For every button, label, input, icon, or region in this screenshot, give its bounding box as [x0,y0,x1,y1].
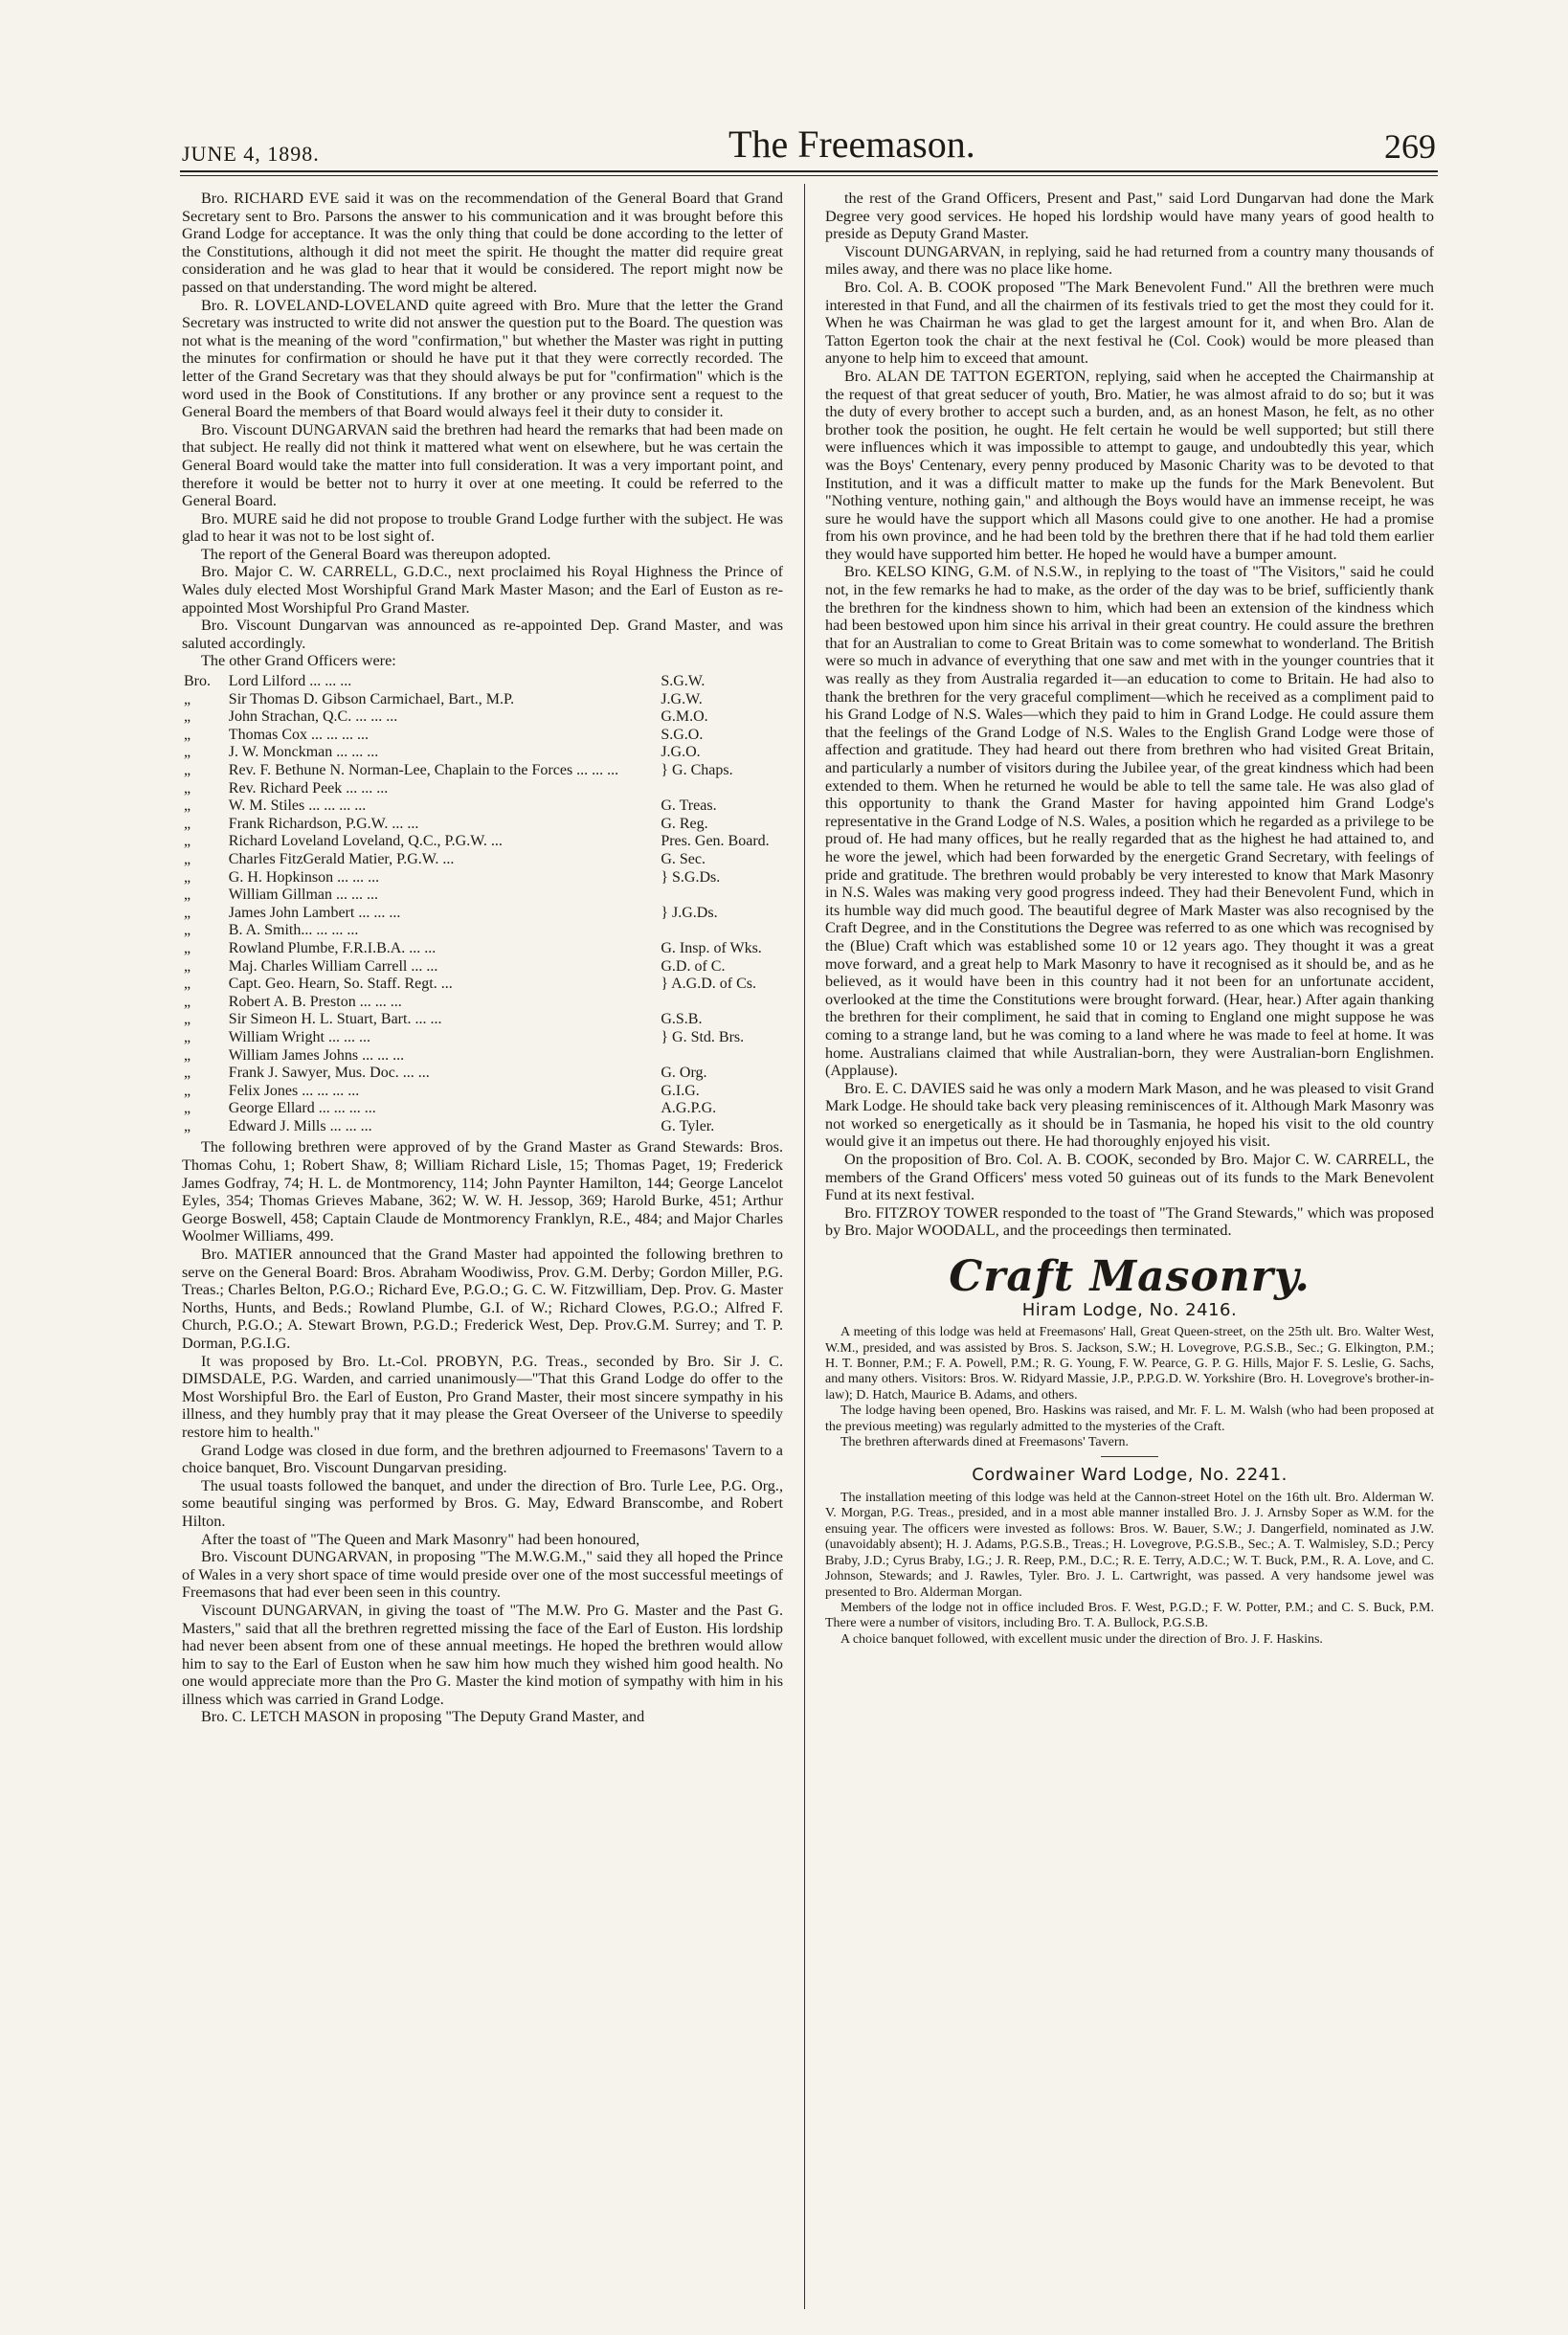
officer-prefix: Bro. [184,673,211,690]
officer-office: J.G.W. [661,690,703,707]
officer-name: Rowland Plumbe, F.R.I.B.A. ... ... [228,939,437,956]
officer-office: S.G.O. [661,726,704,743]
officer-prefix: „ [184,779,191,797]
officer-prefix: „ [184,708,191,726]
paragraph: Bro. Viscount DUNGARVAN said the brethren had heard the remarks that had been made on that subject. He really did not think it mattered what went on elsewhere, but he was certain the General Board would take the matter into full consideration. It was a very important point, and therefore it would be better not to hurry it over at one meeting. It could be referred to the General Board. [182,420,783,510]
lodge-report-cordwainer-ward [825,1491,1434,1648]
paragraph: Members of the lodge not in office included Bros. F. West, P.G.D.; F. W. Potter, P.M.; and C. S. Buck, P.M. There were a number of visitors, including Bro. T. A. Bullock, P.G.S.B. [825,1600,1434,1631]
officer-office [655,780,783,798]
officer-office [655,887,783,905]
paragraph: A choice banquet followed, with excellent music under the direction of Bro. J. F. Haskins. [840,1631,1323,1647]
officer-name: John Strachan, Q.C. ... ... ... [228,708,398,726]
officer-row [182,744,783,762]
paragraph: The usual toasts followed the banquet, and under the direction of Bro. Turle Lee, P.G. Org., some beautiful singing was performed by Bros. G. May, Edward Branscombe, and Robert Hilton. [182,1476,783,1530]
officer-prefix: „ [184,1046,191,1064]
officer-prefix: „ [184,1117,191,1134]
paragraph: After the toast of "The Queen and Mark Masonry" had been honoured, [201,1530,640,1548]
officer-name: Sir Thomas D. Gibson Carmichael, Bart., M.P. [228,690,515,707]
grand-officers-list [182,673,783,1135]
paragraph: Bro. Viscount Dungarvan was announced as re-appointed Dep. Grand Master, and was saluted accordingly. [182,617,783,652]
officer-office: G.S.B. [661,1011,703,1028]
officer-row [182,708,783,727]
officer-name: William Wright ... ... ... [228,1028,370,1045]
lodge-heading-hiram: Hiram Lodge, No. 2416. [1021,1299,1238,1320]
paragraph: Bro. FITZROY TOWER responded to the toast of "The Grand Stewards," which was proposed by Bro. Major WOODALL, and the proceedings then terminated. [825,1203,1434,1240]
officer-prefix: „ [184,976,191,993]
officer-row [182,1065,783,1083]
separator-rule [1101,1456,1158,1457]
officer-row [182,1047,783,1066]
officer-name: William James Johns ... ... ... [228,1046,405,1064]
officer-prefix: „ [184,744,191,761]
paragraph: the rest of the Grand Officers, Present and Past," said Lord Dungarvan had done the Mark Degree very good services. He hoped his lordship would have many years of good health to preside as Deputy Grand Master. [825,190,1434,243]
officer-office: G. Insp. of Wks. [661,939,762,956]
officer-prefix: „ [184,1011,191,1028]
officer-name: Sir Simeon H. L. Stuart, Bart. ... ... [228,1011,442,1028]
paragraph: Bro. ALAN DE TATTON EGERTON, replying, said when he accepted the Chairmanship at the request of that great seducer of youth, Bro. Matier, he was almost afraid to do so; but it was the duty of every brother to accept such a burden, and, as an honest Mason, he felt, as no other brother took the position, he ought. He felt certain he would be well supported; but still there were influences which it was impossible to attempt to gauge, and undoubtedly this year, which was the Boys' Centenary, every penny produced by Masonic Charity was to be devoted to that Institution, and it was a difficult matter to make up the funds for the Mark Benevolent. But "Nothing venture, nothing gain," and although the Boys would have an immense receipt, he was sure he would have the support which all Masons could give to one another. He had a promise from his own province, and he had been told by the brethren there that if he had told them earlier they would have supported him better. He hoped he would have a bumper amount. [825,367,1434,563]
officer-row [182,905,783,923]
officer-office: G. Tyler. [661,1117,715,1134]
paragraph: The other Grand Officers were: [201,652,396,670]
officer-office: } S.G.Ds. [661,868,721,886]
officer-prefix: „ [184,833,191,850]
paragraph: Viscount DUNGARVAN, in giving the toast of "The M.W. Pro G. Master and the Past G. Masters," said that all the brethren regretted missing the face of the Earl of Euston. His lordship had never been absent from one of these annual meetings. He hoped the brethren would allow him to say to the Earl of Euston when he saw him how much they wished him good health. No one would appreciate more than the Pro G. Master the kind motion of sympathy with him in his illness which was carried in Grand Lodge. [182,1601,783,1708]
officer-row [182,727,783,745]
paragraph: Bro. Major C. W. CARRELL, G.D.C., next proclaimed his Royal Highness the Prince of Wales duly elected Most Worshipful Grand Mark Master Mason; and the Earl of Euston as re-appointed Most Worshipful Pro Grand Master. [182,563,783,617]
officer-office: A.G.P.G. [661,1100,717,1117]
officer-name: Lord Lilford ... ... ... [228,673,352,690]
officer-prefix: „ [184,690,191,707]
paragraph: The report of the General Board was thereupon adopted. [201,545,551,563]
lodge-report-hiram [825,1325,1434,1450]
officer-prefix: „ [184,868,191,886]
paragraph: On the proposition of Bro. Col. A. B. COOK, seconded by Bro. Major C. W. CARRELL, the members of the Grand Officers' mess voted 50 guineas out of its funds to the Mark Benevolent Fund at its next festival. [825,1151,1434,1204]
paragraph: The following brethren were approved of by the Grand Master as Grand Stewards: Bros. Thomas Cohu, 1; Robert Shaw, 8; William Richard Lisle, 15; Thomas Paget, 19; Frederick James Godfray, 74; H. L. de Montmorency, 114; John Paynter Hamilton, 144; George Lancelot Eyles, 354; Thomas Grieves Mabane, 362; W. W. H. Jessop, 369; Harold Burke, 451; Arthur George Boswell, 458; Captain Claude de Montmorency Franklyn, R.E., 484; and Major Charles Woolmer Williams, 499. [182,1138,783,1246]
paragraph: Bro. KELSO KING, G.M. of N.S.W., in replying to the toast of "The Visitors," said he could not, in the few remarks he had to make, as the order of the day was to be brief, sufficiently thank the brethren for the kindness shown to him, which had been an extension of the kindness which had been bestowed upon him since his arrival in their great country. He could assure the brethren that for an Australian to come to Great Britain was to come somewhat to wonderland. The British were so much in advance of everything that one saw and met with in the younger countries that it was really as they from Australia regarded it—an education to come to Britain. He had also to thank the brethren for the very graceful compliment—which he received as a compliment paid to his Grand Lodge of N.S. Wales—which they paid to him in Grand Lodge. He could assure them that the feelings of the Grand Lodge of N.S. Wales to the English Grand Lodge were those of affection and gratitude. They had heard out there from brethren who had visited Great Britain, and particularly a number of visitors during the Jubilee year, of the great kindness which had been extended to them. When he returned he would be able to tell the same tale. He was also glad of this opportunity to thank the Grand Master for having appointed him Grand Lodge's representative in the Grand Lodge of N.S. Wales, a position which he regarded as a privilege to be proud of. He had many offices, but he really regarded that as the highest he had attained to, and he wore the jewel, which had been forwarded by the energetic Grand Secretary, with feelings of pride and gratitude. The brethren would probably be very interested to know that Mark Masonry in N.S. Wales was making very good progress indeed. They had their Benevolent Fund, which in its humble way did much good. The beautiful degree of Mark Master was also recognised by the Craft Degree, and in the Constitutions the Degree was referred to as one which was recognised by the (Blue) Craft which was established some 10 or 12 years ago. They thought it was a great move forward, and a great help to Mark Masonry to have it recognised as it should be, and as he believed, as it would have been in this country had it not been for an unfortunate accident, overlooked at the time the Constitutions were brought forward. (Hear, hear.) After again thanking the brethren for their compliment, he said that in coming to England one might suppose he was coming to a strange land, but he was coming to a land where he was made to feel at home. It was home. Australians claimed that while Australian-born, they were Australian-born Englishmen. (Applause). [825,563,1434,1080]
section-heading-craft-masonry: Craft Masonry. [949,1252,1310,1302]
officer-name: Felix Jones ... ... ... ... [228,1082,360,1099]
officer-office: } A.G.D. of Cs. [661,976,757,993]
officer-row [182,833,783,851]
paragraph: Bro. C. LETCH MASON in proposing "The Deputy Grand Master, and [201,1708,645,1726]
officer-prefix: „ [184,922,191,939]
officer-office: J.G.O. [661,744,701,761]
masthead-rule-thin [180,175,1438,176]
officer-prefix: „ [184,887,191,904]
officer-name: Maj. Charles William Carrell ... ... [228,957,438,975]
left-column [182,190,783,2310]
officer-name: Edward J. Mills ... ... ... [228,1117,372,1134]
officer-prefix: „ [184,904,191,921]
officer-row [182,1029,783,1047]
paragraph: Bro. Viscount DUNGARVAN, in proposing "The M.W.G.M.," said they all hoped the Prince of Wales in a very short space of time would preside over one of the most successful meetings of Freemasons that had ever been seen in this country. [182,1548,783,1602]
officer-office: G. Treas. [661,797,717,815]
officer-prefix: „ [184,1028,191,1045]
officer-row [182,994,783,1012]
column-divider [804,184,805,2309]
paragraph: Bro. MATIER announced that the Grand Master had appointed the following brethren to serve on the General Board: Bros. Abraham Woodiwiss, Prov. G.M. Derby; Gordon Miller, P.G. Treas.; Charles Belton, P.G.O.; Richard Eve, P.G.O.; G. C. W. Fitzwilliam, Dep. Prov. G. Master Norths, Hunts, and Beds.; Rowland Plumbe, G.I. of W.; Richard Clowes, P.G.O.; Alfred F. Church, P.G.O.; A. Stewart Brown, P.G.D.; Frederick West, Dep. Prov.G.M. Surrey; and T. P. Dorman, P.G.I.G. [182,1246,783,1352]
officer-office [655,994,783,1012]
officer-office: } J.G.Ds. [661,904,718,921]
officer-name: J. W. Monckman ... ... ... [228,744,379,761]
officer-office: G.M.O. [661,708,708,726]
officer-row [182,797,783,816]
officer-office: G. Reg. [661,815,708,832]
officer-office: G.I.G. [661,1082,700,1099]
officer-prefix: „ [184,1100,191,1117]
publication-title: The Freemason. [728,123,975,166]
officer-row [182,1011,783,1029]
officer-row [182,1118,783,1136]
officer-row [182,851,783,869]
officer-name: Robert A. B. Preston ... ... ... [228,993,402,1010]
page-number: 269 [1383,127,1436,166]
officer-row [182,1083,783,1101]
paragraph: A meeting of this lodge was held at Freemasons' Hall, Great Queen-street, on the 25th ult. Bro. Walter West, W.M., presided, and was assisted by Bros. S. Jackson, S.W.; H. Lovegrove, P.G.S.B., Sec.; G. Elkington, P.M.; H. T. Bonner, P.M.; F. A. Powell, P.M.; R. G. Young, F. W. Pearce, G. P. G. Hills, Major F. S. Leslie, G. Sachs, and many others. Visitors: Bros. W. Ridyard Massie, J.P., P.P.G.D. W. Yorkshire (Bro. H. Lovegrove's brother-in-law); D. Hatch, Maurice B. Adams, and others. [825,1325,1434,1403]
officer-prefix: „ [184,850,191,867]
officer-prefix: „ [184,1082,191,1099]
right-column [825,190,1434,2310]
lodge-heading-cordwainer-ward: Cordwainer Ward Lodge, No. 2241. [972,1465,1288,1486]
officer-name: Capt. Geo. Hearn, So. Staff. Regt. ... [228,976,453,993]
officer-name: Frank J. Sawyer, Mus. Doc. ... ... [228,1065,430,1082]
officer-office: G.D. of C. [661,957,726,975]
officer-name: Rev. Richard Peek ... ... ... [228,779,389,797]
officer-row [182,958,783,977]
officer-prefix: „ [184,762,191,778]
officer-name: Rev. F. Bethune N. Norman-Lee, Chaplain to the Forces ... ... ... [228,762,619,778]
officer-name: Frank Richardson, P.G.W. ... ... [228,815,419,832]
officer-row [182,673,783,691]
officer-office [655,1047,783,1066]
masthead [182,115,1436,167]
paragraph: Bro. MURE said he did not propose to trouble Grand Lodge further with the subject. He was glad to hear it was not to be lost sight of. [182,509,783,546]
officer-name: Richard Loveland Loveland, Q.C., P.G.W. ... [228,833,503,850]
officer-name: B. A. Smith... ... ... ... [228,922,359,939]
officer-row [182,816,783,834]
officer-row [182,1100,783,1118]
officer-prefix: „ [184,939,191,956]
officer-office: } G. Std. Brs. [661,1028,745,1045]
paragraph: The lodge having been opened, Bro. Haskins was raised, and Mr. F. L. M. Walsh (who had been proposed at the previous meeting) was regularly admitted to the mysteries of the Craft. [825,1403,1434,1434]
officer-office: G. Org. [661,1065,707,1082]
officer-office: S.G.W. [661,673,706,690]
paragraph: Bro. R. LOVELAND-LOVELAND quite agreed with Bro. Mure that the letter the Grand Secretary was instructed to write did not answer the question put to the Board. The question was not what is the meaning of the word "confirmation," but whether the Master was right in putting the minutes for confirmation or should he have put it that they were correctly recorded. The letter of the Grand Secretary was that they should always be put for "confirmation" which is the word used in the Book of Constitutions. If any brother or any province sent a request to the General Board the members of that Board would always feel it their duty to consider it. [182,296,783,421]
officer-office [655,922,783,940]
paragraph: Bro. E. C. DAVIES said he was only a modern Mark Mason, and he was pleased to visit Grand Mark Lodge. He should take back very pleasing reminiscences of it. Although Mark Masonry was not worked so energetically as it should be in Tasmania, he hoped his visit to the old country would give it an impetus out there. He had thoroughly enjoyed his visit. [825,1079,1434,1151]
paragraph: Viscount DUNGARVAN, in replying, said he had returned from a country many thousands of miles away, and there was no place like home. [825,242,1434,279]
paragraph: It was proposed by Bro. Lt.-Col. PROBYN, P.G. Treas., seconded by Bro. Sir J. C. DIMSDALE, P.G. Warden, and carried unanimously—"That this Grand Lodge do offer to the Most Worshipful Bro. the Earl of Euston, Pro Grand Master, their most sincere sympathy in his illness, and they humbly pray that it may please the Great Overseer of the Universe to speedily restore him to health." [182,1352,783,1441]
paragraph: Bro. RICHARD EVE said it was on the recommendation of the General Board that Grand Secretary sent to Bro. Parsons the answer to his communication and it was brought before this Grand Lodge for acceptance. It was the only thing that could be done according to the letter of the Constitutions, although it did not meet the spirit. He thought the matter did require great consideration and he was glad to hear that it would be considered. The report might now be passed on that understanding. The word might be altered. [182,190,783,296]
officer-name: William Gillman ... ... ... [228,887,379,904]
paragraph: The installation meeting of this lodge was held at the Cannon-street Hotel on the 16th ult. Bro. Alderman W. V. Morgan, P.G. Treas., presided, and in a most able manner installed Bro. J. J. Arnsby Soper as W.M. for the ensuing year. The officers were invested as follows: Bros. W. Bauer, S.W.; J. Dangerfield, nominated as J.W. (unavoidably absent); H. J. Adams, P.G.S.B., Treas.; H. Lovegrove, P.G.S.B., Sec.; A. T. Walmisley, S.D.; Percy Braby, J.D.; Cyrus Braby, I.G.; J. R. Reep, P.M., D.C.; R. E. Terry, A.D.C.; W. T. Buck, P.M., R. A. Love, and C. Johnson, Stewards; and J. Rawles, Tyler. Bro. J. L. Cartwright, was passed. A very handsome jewel was presented to Bro. Alderman Morgan. [825,1491,1434,1600]
paragraph: The brethren afterwards dined at Freemasons' Tavern. [840,1435,1129,1450]
officer-office: G. Sec. [661,850,706,867]
officer-row [182,780,783,798]
officer-name: Thomas Cox ... ... ... ... [228,726,370,743]
officer-name: W. M. Stiles ... ... ... ... [228,797,367,815]
officer-row [182,887,783,905]
officer-prefix: „ [184,797,191,815]
paragraph: Grand Lodge was closed in due form, and the brethren adjourned to Freemasons' Tavern to a choice banquet, Bro. Viscount Dungarvan presiding. [182,1441,783,1477]
officer-prefix: „ [184,815,191,832]
officer-row [182,762,783,780]
officer-office: Pres. Gen. Board. [661,833,770,850]
officer-prefix: „ [184,1065,191,1082]
officer-name: Charles FitzGerald Matier, P.G.W. ... [228,850,455,867]
issue-date: JUNE 4, 1898. [182,142,320,166]
officer-row [182,976,783,994]
officer-name: G. H. Hopkinson ... ... ... [228,868,380,886]
officer-prefix: „ [184,993,191,1010]
officer-name: James John Lambert ... ... ... [228,904,401,921]
officer-row [182,922,783,940]
masthead-rule [180,170,1438,172]
officer-row [182,869,783,887]
officer-row [182,691,783,709]
officer-office: } G. Chaps. [661,762,733,778]
paragraph: Bro. Col. A. B. COOK proposed "The Mark Benevolent Fund." All the brethren were much interested in that Fund, and all the chairmen of its festivals tried to get the most they could for it. When he was Chairman he was glad to get the largest amount for it, and when Bro. Alan de Tatton Egerton took the chair at the next festival he (Col. Cook) would be more pleased than anyone to help him to exceed that amount. [825,278,1434,368]
officer-name: George Ellard ... ... ... ... [228,1100,376,1117]
officer-row [182,940,783,958]
officer-prefix: „ [184,957,191,975]
officer-prefix: „ [184,726,191,743]
